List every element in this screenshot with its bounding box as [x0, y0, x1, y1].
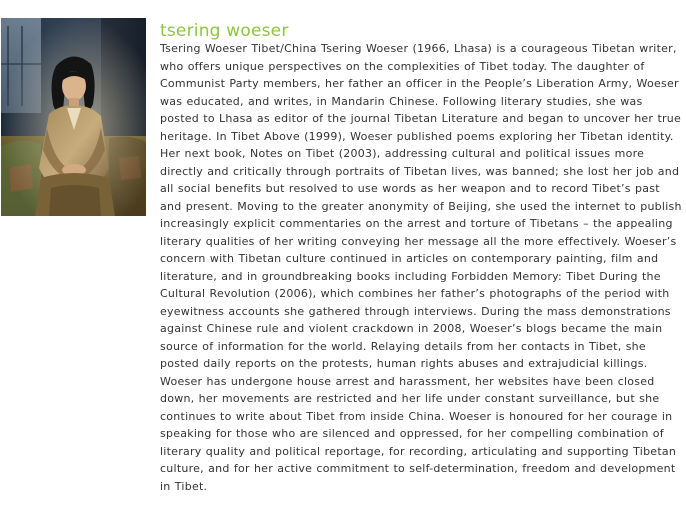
- profile-photo: [1, 18, 146, 216]
- profile-name: tsering woeser: [160, 21, 289, 41]
- profile-bio: Tsering Woeser Tibet/China Tsering Woeser (1966, Lhasa) is a courageous Tibetan writer, who offers unique perspectives on the complexities of Tibet today. The daughter of Communist Party members, her father an officer in the People’s Liberation Army, Woeser was educated, and writes, in Mandarin Chinese. Following literary studies, she was posted to Lhasa as editor of the journal Tibetan Literature and began to uncover her true heritage. In Tibet Above (1999), Woeser published poems exploring her Tibetan identity. Her next book, Notes on Tibet (2003), addressing cultural and political issues more directly and critically through portraits of Tibetan lives, was banned; she lost her job and all social benefits but resolved to use words as her weapon and to record Tibet’s past and present. Moving to the greater anonymity of Beijing, she used the internet to publish increasingly explicit commentaries on the arrest and torture of Tibetans – the appealing literary qualities of her writing conveying her message all the more effectively. Woeser’s concern with Tibetan culture continued in articles on contemporary painting, film and literature, and in groundbreaking books including Forbidden Memory: Tibet During the Cultural Revolution (2006), which combines her father’s photographs of the period with eyewitness accounts she gathered through interviews. During the mass demonstrations against Chinese rule and violent crackdown in 2008, Woeser’s blogs became the main source of information for the world. Relaying details from her contacts in Tibet, she posted daily reports on the protests, human rights abuses and extrajudicial killings. Woeser has undergone house arrest and harassment, her websites have been closed down, her movements are restricted and her life under constant surveillance, but she continues to write about Tibet from inside China. Woeser is honoured for her courage in speaking for those who are silenced and oppressed, for her compelling combination of literary quality and political reportage, for recording, articulating and supporting Tibetan culture, and for her active commitment to self-determination, freedom and development in Tibet.: [160, 42, 682, 493]
- portrait-image: [1, 18, 146, 216]
